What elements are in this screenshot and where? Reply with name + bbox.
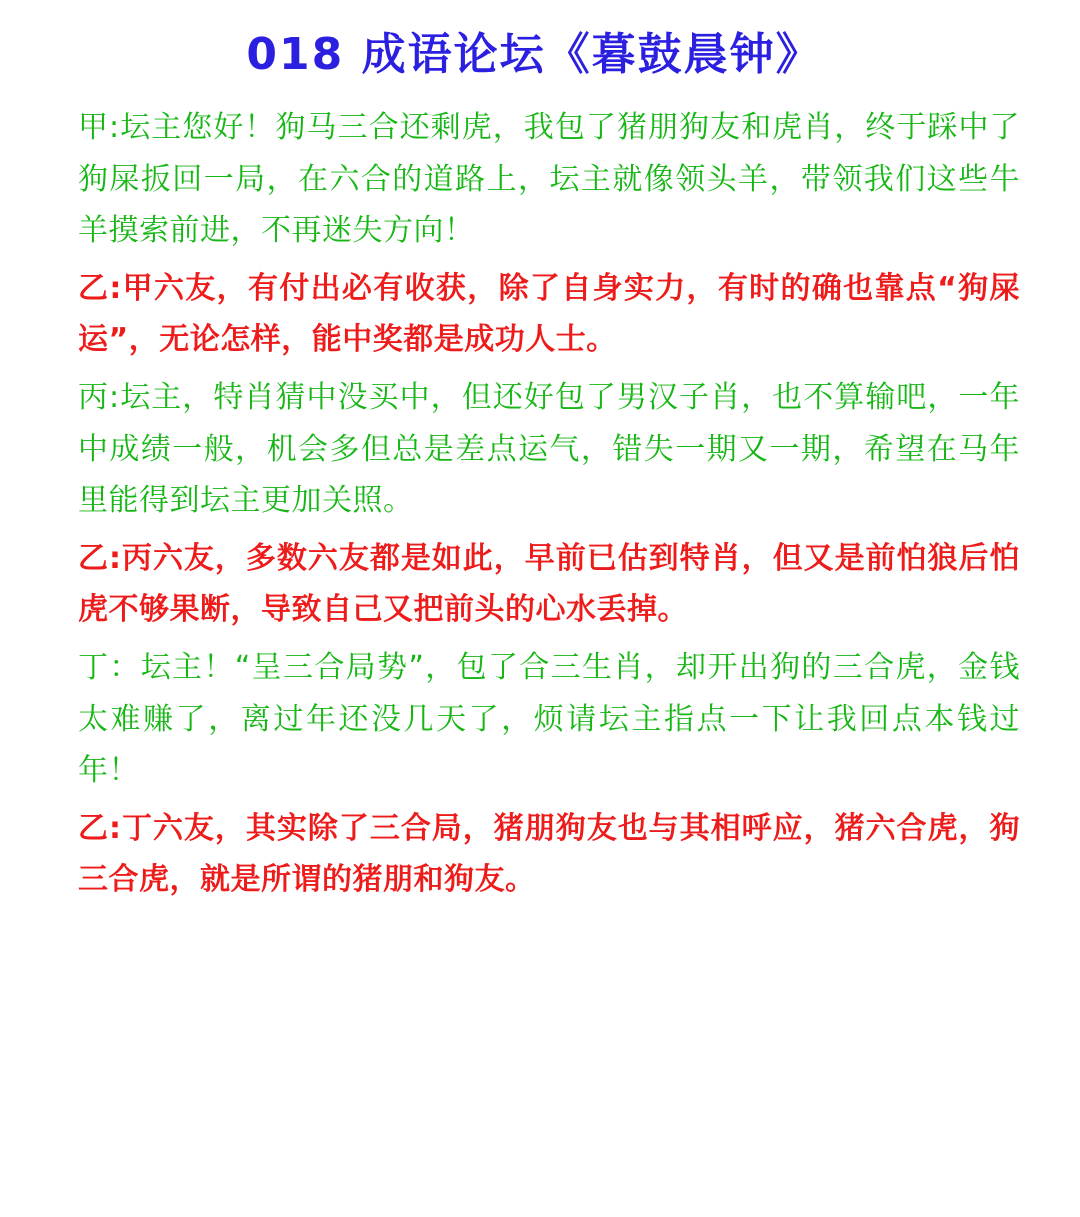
speaker-label-5: 丁： bbox=[78, 649, 141, 685]
paragraph-text-6: 丁六友，其实除了三合局，猪朋狗友也与其相呼应，猪六合虎，狗三合虎，就是所谓的猪朋和狗友。 bbox=[78, 810, 1021, 898]
speaker-label-4: 乙: bbox=[78, 540, 122, 576]
paragraph-text-2: 甲六友，有付出必有收获，除了自身实力，有时的确也靠点“狗屎运”，无论怎样，能中奖都是成功人士。 bbox=[78, 270, 1020, 358]
speaker-label-6: 乙: bbox=[78, 810, 122, 846]
speaker-label-1: 甲: bbox=[78, 110, 120, 145]
speaker-label-3: 丙: bbox=[78, 379, 120, 415]
paragraph-5 bbox=[78, 642, 1020, 797]
paragraph-text-1: 坛主您好！狗马三合还剩虎，我包了猪朋狗友和虎肖，终于踩中了狗屎扳回一局，在六合的道路上，坛主就像领头羊，带领我们这些牛羊摸索前进，不再迷失方向！ bbox=[78, 110, 1020, 249]
paragraph-6 bbox=[78, 803, 1020, 906]
speaker-label-2: 乙: bbox=[78, 270, 122, 306]
paragraph-1 bbox=[78, 102, 1020, 257]
paragraph-4 bbox=[78, 533, 1020, 636]
paragraph-text-5: 坛主！“呈三合局势”，包了合三生肖，却开出狗的三合虎，金钱太难赚了，离过年还没几天了，烦请坛主指点一下让我回点本钱过年！ bbox=[78, 649, 1020, 789]
paragraph-text-3: 坛主，特肖猜中没买中，但还好包了男汉子肖，也不算输吧，一年中成绩一般，机会多但总是差点运气，错失一期又一期，希望在马年里能得到坛主更加关照。 bbox=[78, 379, 1020, 519]
paragraph-2 bbox=[78, 263, 1020, 366]
page-title: 018 成语论坛《暮鼓晨钟》 bbox=[246, 29, 822, 80]
paragraph-3 bbox=[78, 372, 1020, 527]
paragraph-text-4: 丙六友，多数六友都是如此，早前已估到特肖，但又是前怕狼后怕虎不够果断，导致自己又把前头的心水丢掉。 bbox=[78, 540, 1021, 628]
